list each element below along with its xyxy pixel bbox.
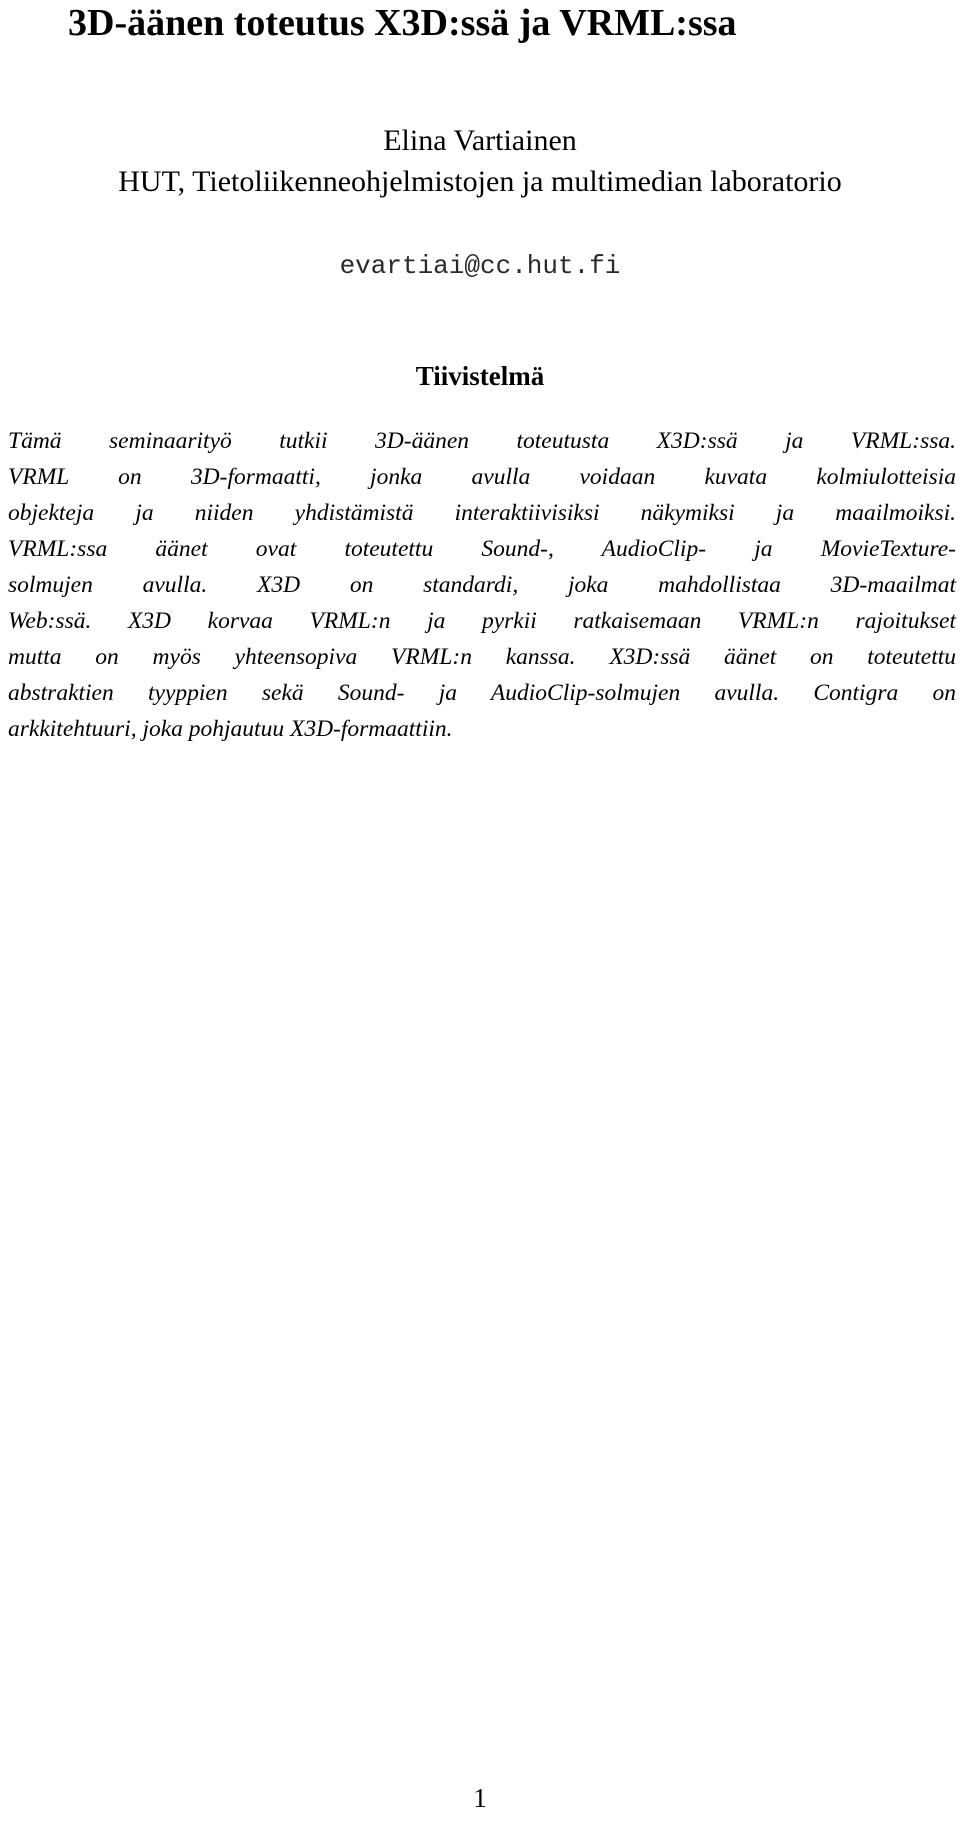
abstract-line: arkkitehtuuri, joka pohjautuu X3D-formaattiin. bbox=[8, 716, 453, 742]
paper-title: 3D-äänen toteutus X3D:ssä ja VRML:ssa bbox=[68, 2, 737, 44]
abstract-line: abstraktien tyyppien sekä Sound- ja AudioClip-solmujen avulla. Contigra on bbox=[8, 680, 956, 706]
abstract-line: objekteja ja niiden yhdistämistä interaktiivisiksi näkymiksi ja maailmoiksi. bbox=[8, 500, 956, 526]
abstract-heading: Tiivistelmä bbox=[415, 361, 545, 391]
page-number: 1 bbox=[473, 1783, 487, 1813]
abstract-line: Tämä seminaarityö tutkii 3D-äänen toteutusta X3D:ssä ja VRML:ssa. bbox=[8, 428, 956, 454]
abstract-body bbox=[8, 423, 956, 747]
abstract-line: solmujen avulla. X3D on standardi, joka mahdollistaa 3D-maailmat bbox=[8, 572, 956, 598]
abstract-line: mutta on myös yhteensopiva VRML:n kanssa. X3D:ssä äänet on toteutettu bbox=[8, 644, 956, 670]
author-email: evartiai@cc.hut.fi bbox=[339, 251, 621, 281]
abstract-line: VRML on 3D-formaatti, jonka avulla voidaan kuvata kolmiulotteisia bbox=[8, 464, 956, 490]
author-affiliation: HUT, Tietoliikenneohjelmistojen ja multimedian laboratorio bbox=[118, 165, 842, 198]
author-name: Elina Vartiainen bbox=[383, 124, 577, 157]
abstract-line: Web:ssä. X3D korvaa VRML:n ja pyrkii ratkaisemaan VRML:n rajoitukset bbox=[8, 608, 956, 634]
abstract-line: VRML:ssa äänet ovat toteutettu Sound-, AudioClip- ja MovieTexture- bbox=[8, 536, 956, 562]
